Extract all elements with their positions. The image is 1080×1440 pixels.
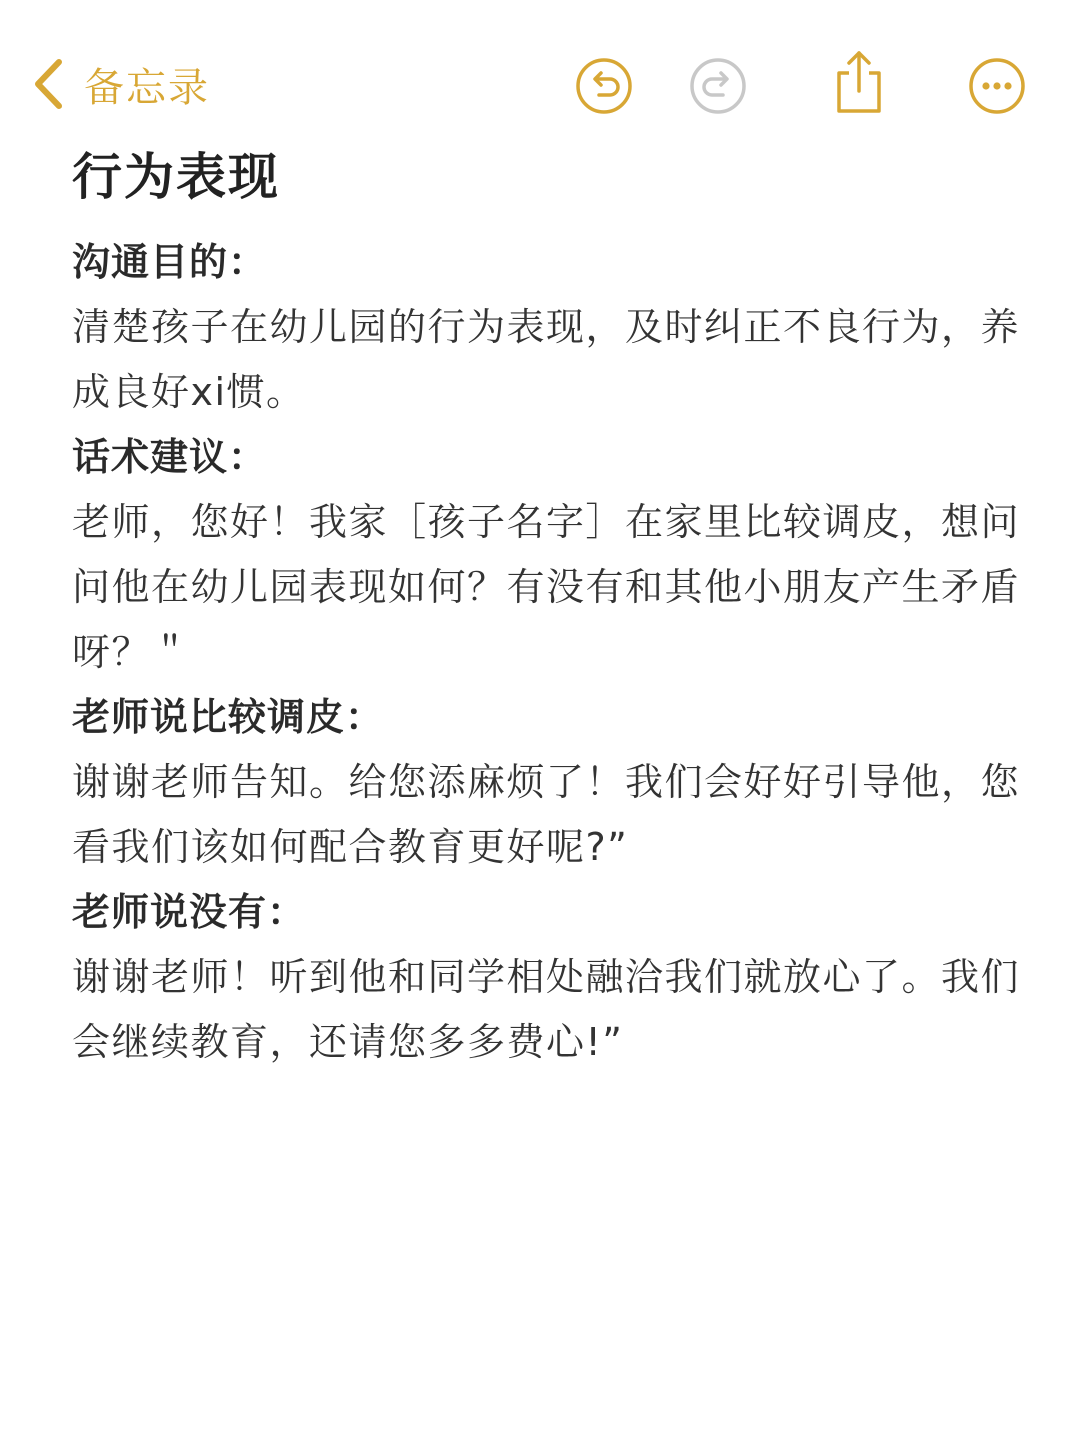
chevron-left-icon bbox=[28, 56, 68, 112]
undo-icon[interactable] bbox=[574, 56, 634, 116]
more-icon[interactable] bbox=[967, 56, 1027, 116]
section-body-naughty: 谢谢老师告知。给您添麻烦了！我们会好好引导他，您看我们该如何配合教育更好呢?” bbox=[72, 760, 1021, 869]
section-heading-no-conflict: 老师说没有： bbox=[72, 890, 307, 934]
redo-icon[interactable] bbox=[688, 56, 748, 116]
section-body-purpose: 清楚孩子在幼儿园的行为表现，及时纠正不良行为，养成良好xi惯。 bbox=[72, 305, 1021, 414]
back-label: 备忘录 bbox=[84, 64, 210, 111]
section-body-no-conflict: 谢谢老师！听到他和同学相处融洽我们就放心了。我们会继续教育，还请您多多费心!” bbox=[72, 955, 1021, 1064]
section-heading-naughty: 老师说比较调皮： bbox=[72, 695, 385, 739]
section-body-script: 老师，您好！我家［孩子名字］在家里比较调皮，想问问他在幼儿园表现如何？有没有和其他小朋友产生矛盾呀？＂ bbox=[72, 500, 1021, 674]
note-content[interactable] bbox=[72, 140, 1022, 1075]
note-title: 行为表现 bbox=[72, 148, 280, 206]
back-button[interactable] bbox=[28, 52, 210, 116]
navigation-bar bbox=[0, 0, 1080, 140]
share-icon[interactable] bbox=[829, 52, 889, 112]
section-heading-purpose: 沟通目的： bbox=[72, 240, 268, 284]
section-heading-script: 话术建议： bbox=[72, 435, 268, 479]
